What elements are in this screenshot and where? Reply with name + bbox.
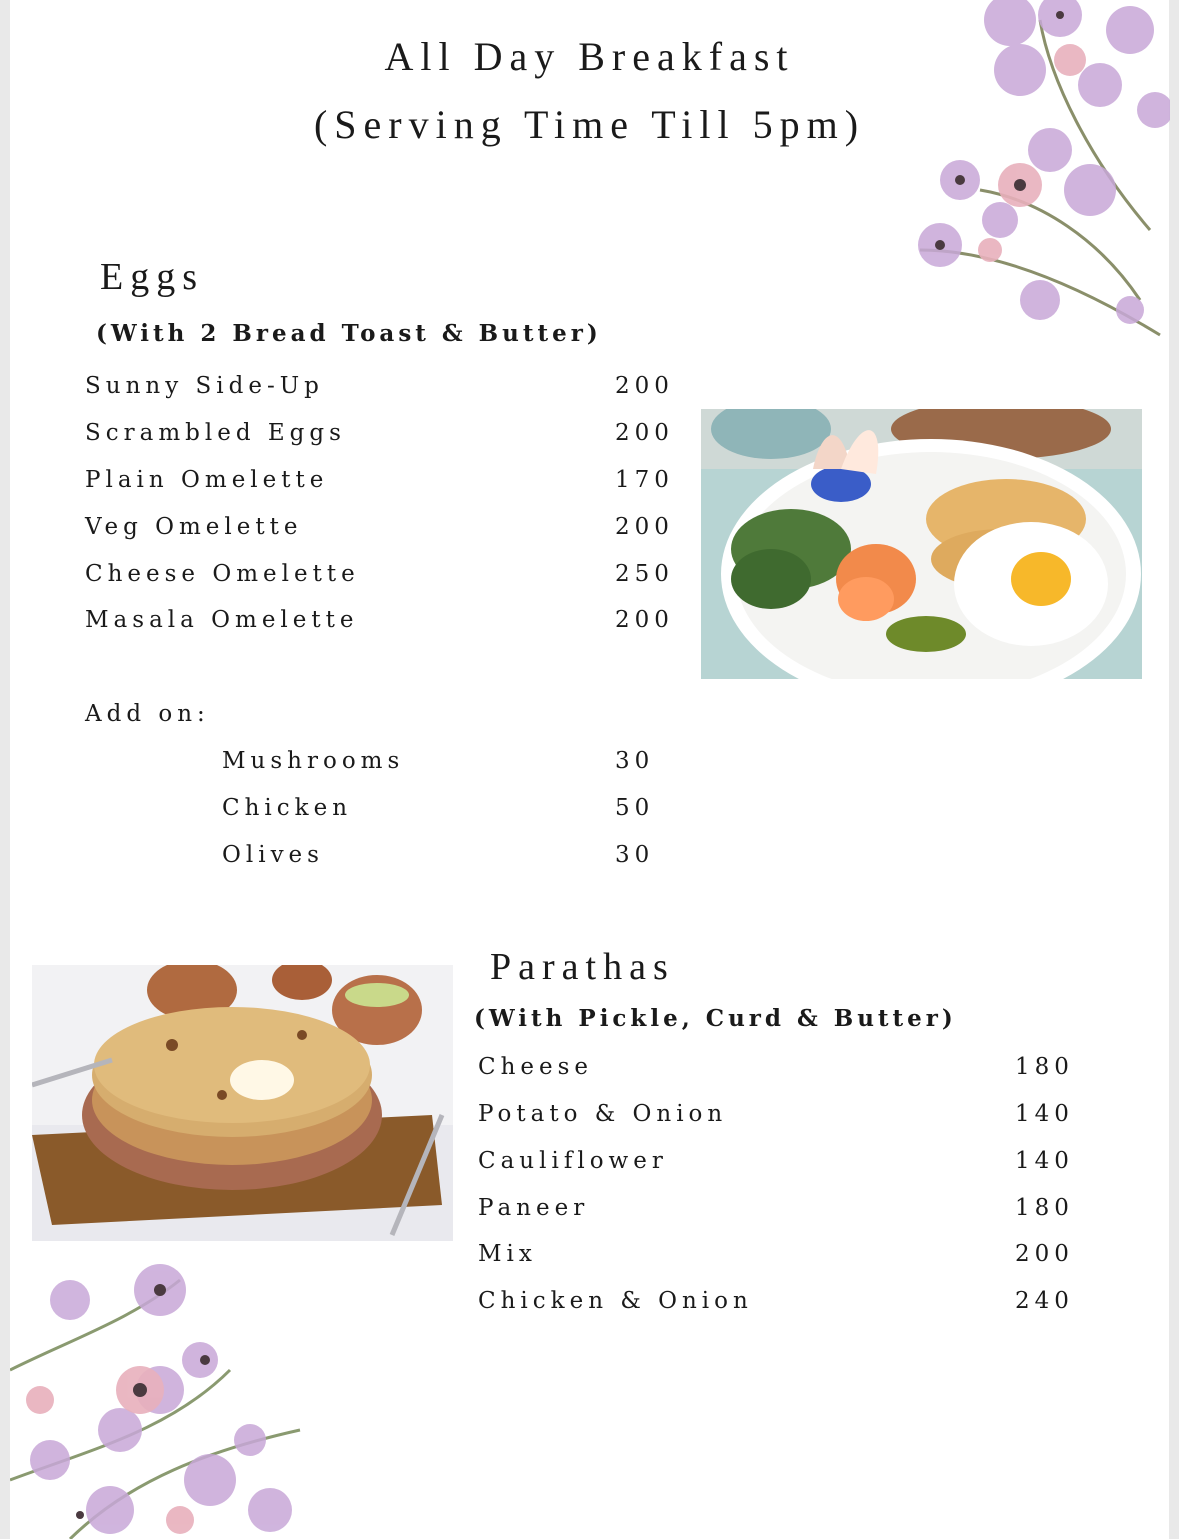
menu-item-name: Sunny Side-Up — [85, 373, 324, 399]
eggs-section-title: Eggs — [100, 256, 204, 298]
egg-breakfast-photo — [701, 409, 1142, 679]
menu-item-price: 240 — [1015, 1288, 1074, 1314]
floral-decoration-bottom-left — [10, 1250, 310, 1539]
menu-item-name: Cheese Omelette — [85, 561, 360, 587]
menu-item-price: 170 — [615, 467, 674, 493]
menu-item-name: Masala Omelette — [85, 607, 359, 633]
menu-item-price: 180 — [1015, 1195, 1074, 1221]
parathas-section-note: (With Pickle, Curd & Butter) — [474, 1005, 957, 1032]
addon-label: Add on: — [85, 701, 210, 727]
menu-item-price: 200 — [1015, 1241, 1074, 1267]
menu-subtitle: (Serving Time Till 5pm) — [313, 102, 866, 147]
menu-item-price: 140 — [1015, 1101, 1074, 1127]
addon-item-price: 30 — [615, 842, 655, 868]
menu-title: All Day Breakfast — [384, 34, 795, 79]
menu-item-name: Scrambled Eggs — [85, 420, 346, 446]
menu-item-name: Mix — [478, 1241, 537, 1267]
menu-item-name: Cheese — [478, 1054, 594, 1080]
parathas-section-title: Parathas — [490, 946, 675, 988]
menu-item-price: 200 — [615, 607, 674, 633]
eggs-section-note: (With 2 Bread Toast & Butter) — [96, 320, 602, 347]
paratha-photo — [32, 965, 453, 1241]
menu-item-price: 200 — [615, 514, 674, 540]
menu-item-name: Paneer — [478, 1195, 590, 1221]
menu-item-price: 140 — [1015, 1148, 1074, 1174]
menu-item-name: Veg Omelette — [85, 514, 303, 540]
addon-item-name: Chicken — [222, 795, 353, 821]
menu-item-price: 180 — [1015, 1054, 1074, 1080]
menu-item-price: 250 — [615, 561, 674, 587]
addon-item-name: Olives — [222, 842, 324, 868]
addon-item-price: 30 — [615, 748, 655, 774]
menu-item-name: Chicken & Onion — [478, 1288, 753, 1314]
addon-item-price: 50 — [615, 795, 655, 821]
menu-item-name: Potato & Onion — [478, 1101, 728, 1127]
menu-item-price: 200 — [615, 420, 674, 446]
menu-item-name: Cauliflower — [478, 1148, 668, 1174]
addon-item-name: Mushrooms — [222, 748, 405, 774]
menu-item-name: Plain Omelette — [85, 467, 329, 493]
menu-item-price: 200 — [615, 373, 674, 399]
